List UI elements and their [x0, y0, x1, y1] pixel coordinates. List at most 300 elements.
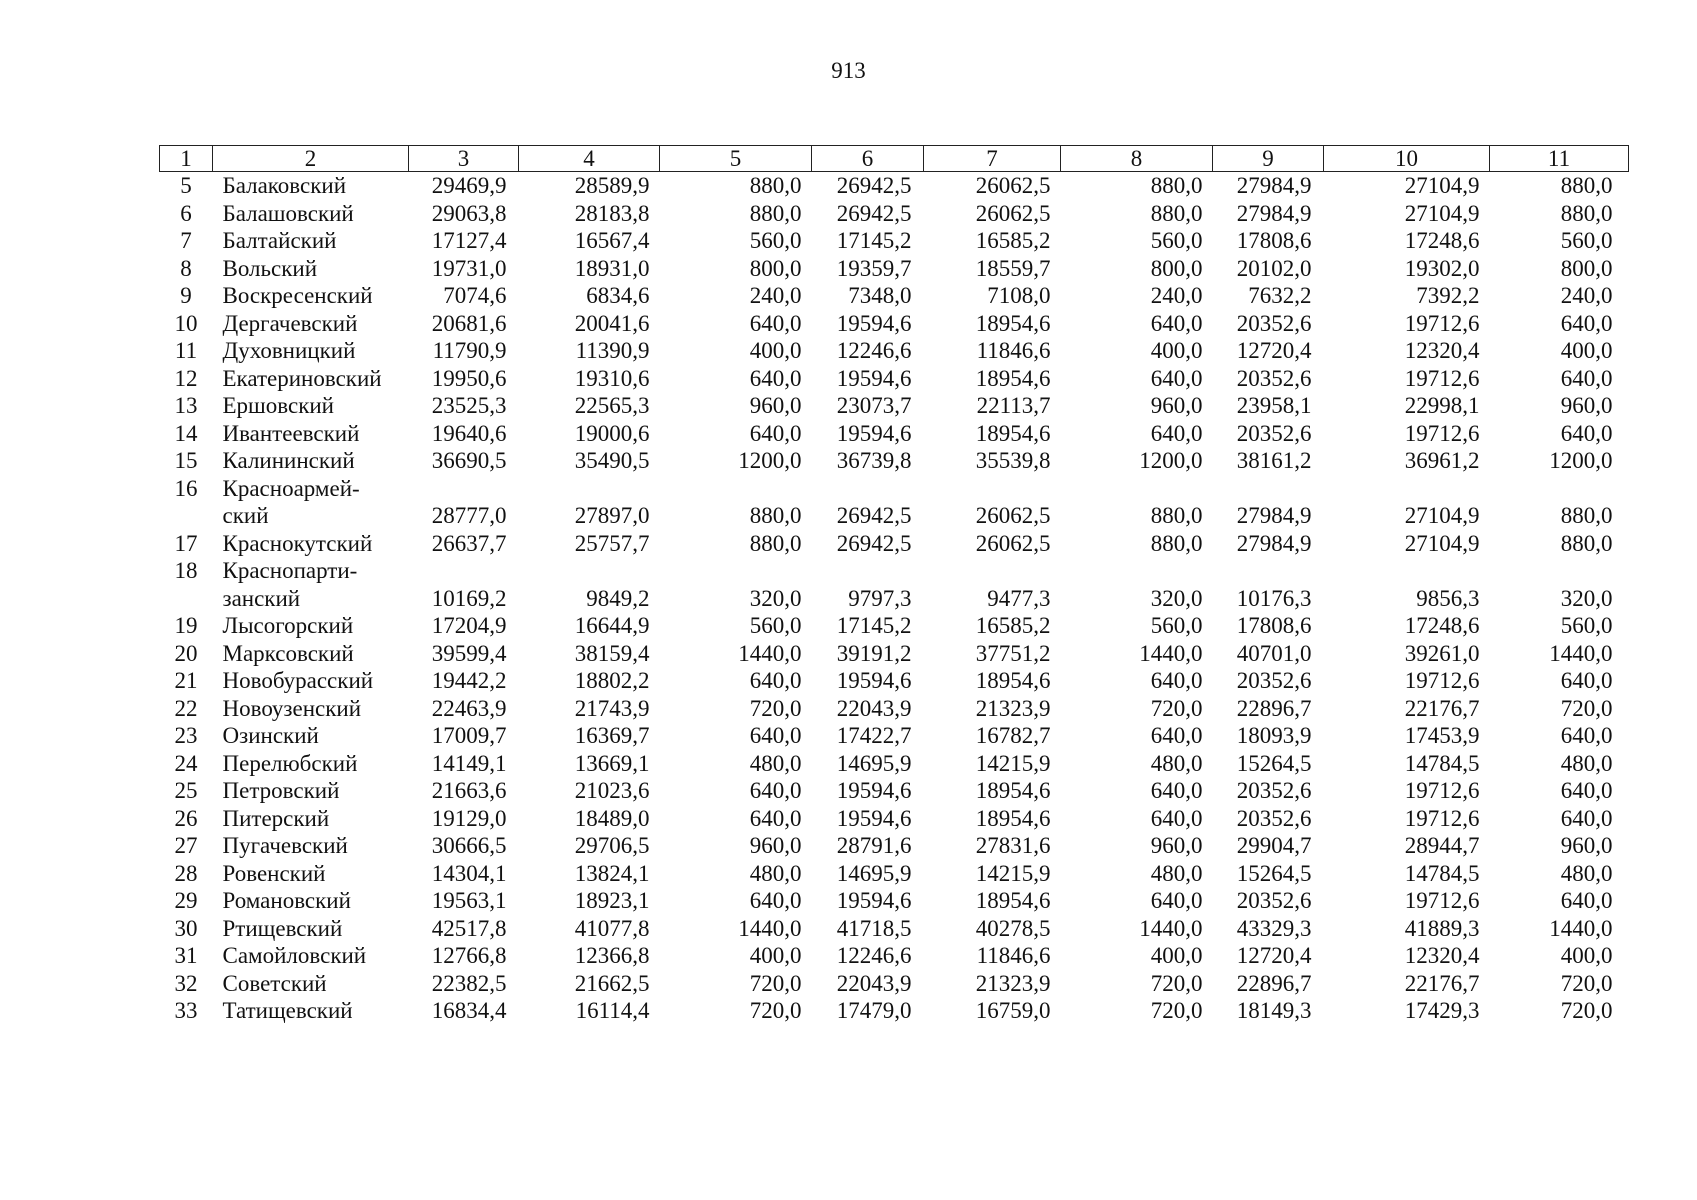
district-name-line: Духовницкий: [222, 338, 356, 363]
value-cell: 960,0: [1560, 393, 1613, 418]
value-cell: 480,0: [1560, 750, 1613, 776]
value-cell: 14215,9: [975, 860, 1051, 886]
district-name: [213, 640, 409, 668]
table-row: [160, 475, 1629, 530]
value-cell: 14304,1: [431, 860, 507, 886]
table-row: [160, 832, 1629, 860]
value-cell: 17248,6: [1404, 228, 1480, 253]
district-name-line: Красноармей-: [222, 475, 360, 501]
value-cell: 9856,3: [1416, 585, 1480, 611]
value-cell: 7074,6: [443, 283, 507, 308]
value-cell: 720,0: [1560, 695, 1613, 721]
table-row: [160, 612, 1629, 640]
value-cell: 26062,5: [975, 530, 1051, 556]
column-header: 11: [1490, 146, 1629, 172]
value-cell: 40278,5: [975, 915, 1051, 941]
district-name-line: Пугачевский: [222, 833, 348, 858]
value-cell: 20352,6: [1236, 805, 1312, 831]
value-cell: 19594,6: [836, 888, 912, 913]
value-cell: 17145,2: [836, 228, 912, 253]
row-number: 25: [174, 778, 198, 803]
value-cell: 14695,9: [836, 750, 912, 776]
value-cell: 17422,7: [836, 723, 912, 748]
row-number: 20: [174, 640, 198, 666]
district-name-line: Новоузенский: [222, 695, 362, 721]
district-name-line: Романовский: [222, 888, 351, 913]
district-name-line: Балаковский: [222, 173, 347, 198]
value-cell: 19310,6: [574, 365, 650, 391]
value-cell: 800,0: [1560, 255, 1613, 281]
value-cell: 27104,9: [1404, 173, 1480, 198]
value-cell: 26637,7: [431, 530, 507, 556]
value-cell: 23073,7: [836, 393, 912, 418]
value-cell: 880,0: [749, 200, 802, 226]
value-cell: 12366,8: [574, 943, 650, 968]
value-cell: 19712,6: [1404, 365, 1480, 391]
district-name: [213, 695, 409, 723]
district-name-line: Ивантеевский: [222, 420, 360, 446]
district-name-line: Марксовский: [222, 640, 354, 666]
value-cell: 1440,0: [1549, 640, 1613, 666]
district-name-line: Самойловский: [222, 943, 367, 968]
value-cell: 7632,2: [1248, 283, 1312, 308]
value-cell: 40701,0: [1236, 640, 1312, 666]
row-number: 15: [174, 448, 198, 473]
row-number: 23: [174, 723, 198, 748]
value-cell: 640,0: [1150, 778, 1203, 803]
value-cell: 11790,9: [432, 338, 507, 363]
value-cell: 720,0: [1150, 970, 1203, 996]
value-cell: 17248,6: [1404, 613, 1480, 638]
value-cell: 22382,5: [431, 970, 507, 996]
value-cell: 11390,9: [575, 338, 650, 363]
district-name: [213, 942, 409, 970]
value-cell: 23525,3: [431, 393, 507, 418]
district-name-line: Краснокутский: [222, 530, 373, 556]
district-name: [213, 282, 409, 310]
value-cell: 720,0: [749, 998, 802, 1023]
value-cell: 23958,1: [1236, 393, 1312, 418]
value-cell: 640,0: [1150, 805, 1203, 831]
table-row: [160, 915, 1629, 943]
district-name-line: Татищевский: [222, 998, 353, 1023]
value-cell: 28777,0: [431, 503, 507, 528]
value-cell: 640,0: [1560, 888, 1613, 913]
value-cell: 240,0: [749, 283, 802, 308]
value-cell: 12720,4: [1236, 943, 1312, 968]
row-number: 6: [180, 200, 192, 226]
value-cell: 14149,1: [431, 750, 507, 776]
value-cell: 17127,4: [431, 228, 507, 253]
column-header: 1: [160, 146, 213, 172]
value-cell: 800,0: [749, 255, 802, 281]
value-cell: 22043,9: [836, 970, 912, 996]
district-name: [213, 172, 409, 200]
table-row: [160, 227, 1629, 255]
district-name: [213, 777, 409, 805]
row-number: 24: [174, 750, 198, 776]
value-cell: 17808,6: [1236, 613, 1312, 638]
value-cell: 19712,6: [1404, 805, 1480, 831]
row-number: 8: [180, 255, 192, 281]
value-cell: 28791,6: [836, 833, 912, 858]
district-name-line: Ртищевский: [222, 915, 343, 941]
value-cell: 22463,9: [431, 695, 507, 721]
value-cell: 640,0: [1150, 420, 1203, 446]
column-header: 10: [1324, 146, 1490, 172]
value-cell: 17429,3: [1404, 998, 1480, 1023]
value-cell: 16759,0: [975, 998, 1051, 1023]
value-cell: 640,0: [1560, 420, 1613, 446]
value-cell: 26062,5: [975, 503, 1051, 528]
table-body: [160, 172, 1629, 1025]
value-cell: 9797,3: [848, 585, 912, 611]
value-cell: 14784,5: [1404, 750, 1480, 776]
row-number: 33: [174, 998, 198, 1023]
value-cell: 880,0: [1150, 200, 1203, 226]
row-number: 13: [174, 393, 198, 418]
value-cell: 28944,7: [1404, 833, 1480, 858]
value-cell: 21323,9: [975, 970, 1051, 996]
value-cell: 640,0: [749, 365, 802, 391]
value-cell: 15264,5: [1236, 860, 1312, 886]
column-header: 8: [1061, 146, 1213, 172]
value-cell: 14215,9: [975, 750, 1051, 776]
value-cell: 880,0: [1150, 173, 1203, 198]
table-row: [160, 750, 1629, 778]
value-cell: 25757,7: [574, 530, 650, 556]
value-cell: 640,0: [1150, 723, 1203, 748]
value-cell: 29706,5: [574, 833, 650, 858]
value-cell: 640,0: [1560, 365, 1613, 391]
value-cell: 11846,6: [976, 943, 1051, 968]
value-cell: 480,0: [749, 750, 802, 776]
value-cell: 960,0: [1560, 833, 1613, 858]
value-cell: 19712,6: [1404, 420, 1480, 446]
district-name-line: Ровенский: [222, 860, 326, 886]
value-cell: 22043,9: [836, 695, 912, 721]
district-name-line: Ершовский: [222, 393, 334, 418]
data-table: [159, 145, 1629, 1025]
value-cell: 640,0: [749, 805, 802, 831]
district-name: [213, 310, 409, 338]
table-row: [160, 695, 1629, 723]
value-cell: 720,0: [749, 970, 802, 996]
value-cell: 960,0: [749, 393, 802, 418]
value-cell: 640,0: [1560, 723, 1613, 748]
district-name: [213, 997, 409, 1025]
value-cell: 19594,6: [836, 805, 912, 831]
value-cell: 41077,8: [574, 915, 650, 941]
value-cell: 19712,6: [1404, 668, 1480, 693]
column-header: 2: [213, 146, 409, 172]
value-cell: 640,0: [749, 888, 802, 913]
district-name: [213, 887, 409, 915]
value-cell: 640,0: [749, 778, 802, 803]
value-cell: 26942,5: [836, 200, 912, 226]
value-cell: 20352,6: [1236, 888, 1312, 913]
row-number: 7: [180, 228, 192, 253]
value-cell: 19000,6: [574, 420, 650, 446]
value-cell: 400,0: [749, 338, 802, 363]
value-cell: 720,0: [1560, 970, 1613, 996]
value-cell: 720,0: [1560, 998, 1613, 1023]
value-cell: 14695,9: [836, 860, 912, 886]
row-number: 14: [174, 420, 198, 446]
value-cell: 960,0: [1150, 393, 1203, 418]
value-cell: 39261,0: [1404, 640, 1480, 666]
table-row: [160, 310, 1629, 338]
value-cell: 20352,6: [1236, 420, 1312, 446]
value-cell: 28183,8: [574, 200, 650, 226]
value-cell: 12720,4: [1236, 338, 1312, 363]
column-header: 9: [1213, 146, 1324, 172]
table-row: [160, 805, 1629, 833]
column-header: 3: [409, 146, 519, 172]
page-number: 913: [831, 58, 866, 83]
value-cell: 880,0: [1560, 503, 1613, 528]
value-cell: 39599,4: [431, 640, 507, 666]
district-name: [213, 200, 409, 228]
value-cell: 12320,4: [1404, 943, 1480, 968]
row-number: 17: [174, 530, 198, 556]
row-number: 12: [174, 365, 198, 391]
value-cell: 41718,5: [836, 915, 912, 941]
value-cell: 19594,6: [836, 310, 912, 336]
value-cell: 12246,6: [836, 943, 912, 968]
row-number: 30: [174, 915, 198, 941]
value-cell: 560,0: [1560, 228, 1613, 253]
row-number: 5: [180, 173, 192, 198]
value-cell: 880,0: [749, 530, 802, 556]
district-name-line: Екатериновский: [222, 365, 382, 391]
district-name: [213, 392, 409, 420]
value-cell: 21023,6: [574, 778, 650, 803]
value-cell: 560,0: [1150, 228, 1203, 253]
district-name-line: Дергачевский: [222, 310, 358, 336]
district-name: [213, 337, 409, 365]
value-cell: 18954,6: [975, 668, 1051, 693]
value-cell: 10169,2: [431, 585, 507, 611]
value-cell: 18954,6: [975, 778, 1051, 803]
value-cell: 9477,3: [987, 585, 1051, 611]
value-cell: 41889,3: [1404, 915, 1480, 941]
value-cell: 27897,0: [574, 503, 650, 528]
value-cell: 1440,0: [738, 915, 802, 941]
value-cell: 18802,2: [574, 668, 650, 693]
table-row: [160, 557, 1629, 612]
value-cell: 640,0: [1150, 668, 1203, 693]
value-cell: 29063,8: [431, 200, 507, 226]
value-cell: 17479,0: [836, 998, 912, 1023]
value-cell: 480,0: [1560, 860, 1613, 886]
value-cell: 880,0: [1150, 530, 1203, 556]
value-cell: 720,0: [1150, 998, 1203, 1023]
value-cell: 640,0: [1150, 310, 1203, 336]
value-cell: 880,0: [1150, 503, 1203, 528]
table-row: [160, 640, 1629, 668]
value-cell: 560,0: [1560, 613, 1613, 638]
value-cell: 20352,6: [1236, 668, 1312, 693]
value-cell: 19594,6: [836, 778, 912, 803]
value-cell: 720,0: [749, 695, 802, 721]
row-number: 19: [174, 613, 198, 638]
value-cell: 38161,2: [1236, 448, 1312, 473]
value-cell: 1440,0: [738, 640, 802, 666]
header-row: [160, 146, 1629, 172]
value-cell: 14784,5: [1404, 860, 1480, 886]
table-row: [160, 970, 1629, 998]
value-cell: 16585,2: [975, 228, 1051, 253]
table-row: [160, 860, 1629, 888]
value-cell: 39191,2: [836, 640, 912, 666]
value-cell: 20352,6: [1236, 310, 1312, 336]
district-name: [213, 805, 409, 833]
value-cell: 19712,6: [1404, 888, 1480, 913]
value-cell: 22176,7: [1404, 970, 1480, 996]
value-cell: 18559,7: [975, 255, 1051, 281]
table-row: [160, 447, 1629, 475]
value-cell: 16644,9: [574, 613, 650, 638]
column-header: 7: [924, 146, 1061, 172]
value-cell: 17808,6: [1236, 228, 1312, 253]
district-name: [213, 970, 409, 998]
district-name-line: Питерский: [222, 805, 330, 831]
row-number: 28: [174, 860, 198, 886]
value-cell: 35490,5: [574, 448, 650, 473]
value-cell: 640,0: [749, 723, 802, 748]
district-name-line: занский: [222, 585, 301, 611]
district-name-line: Балтайский: [222, 228, 337, 253]
value-cell: 880,0: [749, 173, 802, 198]
value-cell: 27104,9: [1404, 530, 1480, 556]
district-name-line: Новобурасский: [222, 668, 374, 693]
value-cell: 37751,2: [975, 640, 1051, 666]
value-cell: 27984,9: [1236, 503, 1312, 528]
district-name: [213, 722, 409, 750]
district-name-line: Озинский: [222, 723, 319, 748]
value-cell: 27831,6: [975, 833, 1051, 858]
table-row: [160, 997, 1629, 1025]
value-cell: 27984,9: [1236, 173, 1312, 198]
value-cell: 480,0: [1150, 750, 1203, 776]
value-cell: 28589,9: [574, 173, 650, 198]
table-row: [160, 942, 1629, 970]
value-cell: 22896,7: [1236, 970, 1312, 996]
row-number: 10: [174, 310, 198, 336]
table-row: [160, 337, 1629, 365]
value-cell: 16114,4: [575, 998, 650, 1023]
value-cell: 1200,0: [1549, 448, 1613, 473]
value-cell: 21663,6: [431, 778, 507, 803]
row-number: 22: [174, 695, 198, 721]
value-cell: 36961,2: [1404, 448, 1480, 473]
district-name-line: Калининский: [222, 448, 355, 473]
row-number: 27: [174, 833, 198, 858]
value-cell: 18954,6: [975, 310, 1051, 336]
value-cell: 18954,6: [975, 420, 1051, 446]
value-cell: 1440,0: [1549, 915, 1613, 941]
value-cell: 9849,2: [586, 585, 650, 611]
value-cell: 17145,2: [836, 613, 912, 638]
value-cell: 560,0: [749, 613, 802, 638]
row-number: 11: [174, 338, 198, 363]
value-cell: 21662,5: [574, 970, 650, 996]
value-cell: 36690,5: [431, 448, 507, 473]
value-cell: 27104,9: [1404, 200, 1480, 226]
value-cell: 560,0: [1150, 613, 1203, 638]
value-cell: 19731,0: [431, 255, 507, 281]
value-cell: 26062,5: [975, 173, 1051, 198]
value-cell: 240,0: [1150, 283, 1203, 308]
value-cell: 20041,6: [574, 310, 650, 336]
value-cell: 640,0: [749, 668, 802, 693]
row-number: 29: [174, 888, 198, 913]
value-cell: 22896,7: [1236, 695, 1312, 721]
value-cell: 960,0: [1150, 833, 1203, 858]
value-cell: 320,0: [1560, 585, 1613, 611]
table-row: [160, 777, 1629, 805]
value-cell: 11846,6: [976, 338, 1051, 363]
district-name-line: Перелюбский: [222, 750, 358, 776]
value-cell: 22565,3: [574, 393, 650, 418]
value-cell: 640,0: [1150, 365, 1203, 391]
row-number: 16: [174, 475, 198, 501]
district-name: [213, 860, 409, 888]
table-row: [160, 530, 1629, 558]
district-name-line: Вольский: [222, 255, 318, 281]
district-name: [213, 475, 409, 530]
row-number: 21: [174, 668, 198, 693]
value-cell: 800,0: [1150, 255, 1203, 281]
value-cell: 640,0: [749, 310, 802, 336]
district-name: [213, 255, 409, 283]
district-name: [213, 557, 409, 612]
district-name: [213, 915, 409, 943]
column-header: 4: [519, 146, 660, 172]
value-cell: 19950,6: [431, 365, 507, 391]
table-row: [160, 172, 1629, 200]
value-cell: 30666,5: [431, 833, 507, 858]
value-cell: 27104,9: [1404, 503, 1480, 528]
table-row: [160, 200, 1629, 228]
row-number: 26: [174, 805, 198, 831]
district-name: [213, 420, 409, 448]
value-cell: 1200,0: [738, 448, 802, 473]
value-cell: 16369,7: [574, 723, 650, 748]
table-row: [160, 420, 1629, 448]
value-cell: 13824,1: [574, 860, 650, 886]
table-row: [160, 667, 1629, 695]
value-cell: 26942,5: [836, 173, 912, 198]
district-name: [213, 832, 409, 860]
value-cell: 19129,0: [431, 805, 507, 831]
row-number: 9: [180, 283, 192, 308]
value-cell: 880,0: [1560, 200, 1613, 226]
value-cell: 10176,3: [1236, 585, 1312, 611]
value-cell: 1200,0: [1139, 448, 1203, 473]
table-row: [160, 255, 1629, 283]
value-cell: 320,0: [1150, 585, 1203, 611]
value-cell: 400,0: [1560, 943, 1613, 968]
table-row: [160, 887, 1629, 915]
value-cell: 19359,7: [836, 255, 912, 281]
value-cell: 20352,6: [1236, 778, 1312, 803]
value-cell: 400,0: [749, 943, 802, 968]
value-cell: 640,0: [749, 420, 802, 446]
value-cell: 29904,7: [1236, 833, 1312, 858]
value-cell: 19640,6: [431, 420, 507, 446]
